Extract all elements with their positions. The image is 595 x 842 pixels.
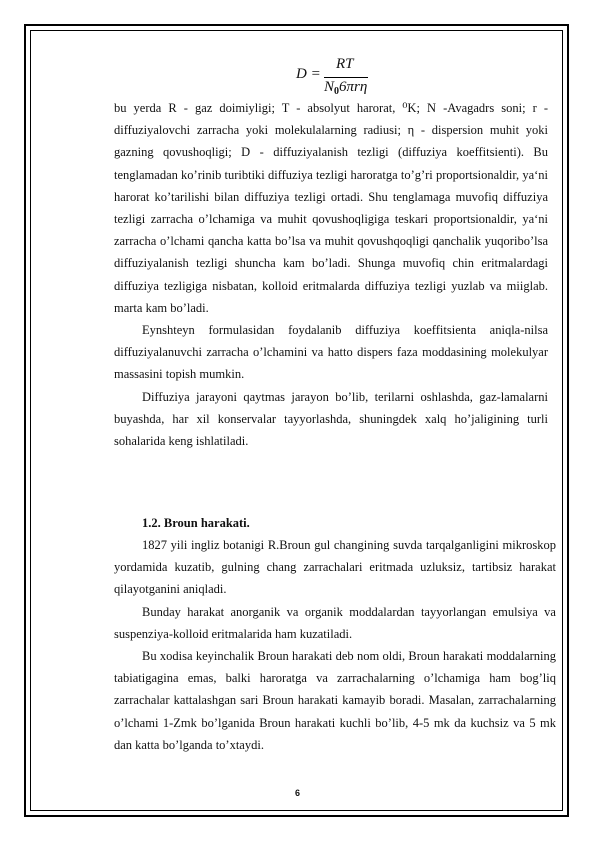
page-number: 6 <box>294 788 300 798</box>
formula-denominator: $N_06\pi r\eta$ <box>324 79 368 97</box>
body-text-bottom <box>114 534 556 756</box>
formula-lhs: D = <box>296 66 321 82</box>
paragraph: Diffuziya jarayoni qaytmas jarayon bo’lib, terilarni oshlashda, gaz-lamalarni buyashda, har xil konservalar tayyorlashda, shuningdek xalq ho’jaligining turli sohalarida keng ishlatiladi. <box>114 389 548 449</box>
formula-numerator: RT <box>336 56 354 72</box>
paragraph: Eynshteyn formulasidan foydalanib diffuziya koeffitsienta aniqla-nilsa diffuziyalanuvchi zarracha o’lchamini va hatto dispers faza moddasining molekulyar massasini topish mumkin. <box>114 323 548 382</box>
paragraph: Bunday harakat anorganik va organik moddalardan tayyorlangan emulsiya va suspenziya-kolloid eritmalarida ham kuzatiladi. <box>114 604 556 641</box>
paragraph: bu yerda R - gaz doimiyligi; T - absolyut harorat, ⁰K; N -Avagadrs soni; r - diffuziyalovchi zarracha yoki molekulalarning radiusi; η - dispersion muhit yoki gazning qovushoqligi; D - diffuziyalanish tezligi (diffuziya koeffitsienti). Bu tenglamadan ko’rinib turibtiki diffuziya tezligi haroratga to’g’ri proportsionaldir, ya‘ni harorat ko’tarilishi bilan diffuziya tezligi ortadi. Shu tenglamaga muvofiq diffuziya tezligi zarracha o’lchamiga va muhit qovushoqligiga teskari proportsionaldir, ya‘ni zarracha o’lchami qancha katta bo’lsa va muhit qovushqoqligi qanchalik yuqoribo’lsa diffuziyalanish tezligi shuncha kam bo’ladi. Shunga muvofiq chin eritmalardagi diffuziya tezligiga nisbatan, kolloid eritmalarda diffuziya tezligi yuzlab va miiglab. marta kam bo’ladi. <box>114 101 548 315</box>
fraction-bar <box>324 77 368 78</box>
paragraph: 1827 yili ingliz botanigi R.Broun gul changining suvda tarqalganligini mikroskop yordamida kuzatib, gulning chang zarrachalari eritmada uzluksiz, tartibsiz harakat qilayotganini aniqladi. <box>114 538 556 597</box>
paragraph: Bu xodisa keyinchalik Broun harakati deb nom oldi, Broun harakati moddalarning tabiatigagina emas, balki haroratga va zarrachalarning o’lchamiga ham bog’liq zarrachalar kattalashgan sari Broun harakati kamayib boradi. Masalan, zarrachalarning o’lchami 1-Zmk bo’lganida Broun harakati kuchli bo’lib, 4-5 mk da kuchsiz va 5 mk dan katta bo’lganda to’xtaydi. <box>114 649 556 752</box>
einstein-formula <box>296 56 416 98</box>
section-heading-wrap <box>114 512 556 534</box>
body-text-top <box>114 97 548 452</box>
section-heading: 1.2. Broun harakati. <box>142 516 250 530</box>
formula-subscript: 0 <box>334 86 340 97</box>
